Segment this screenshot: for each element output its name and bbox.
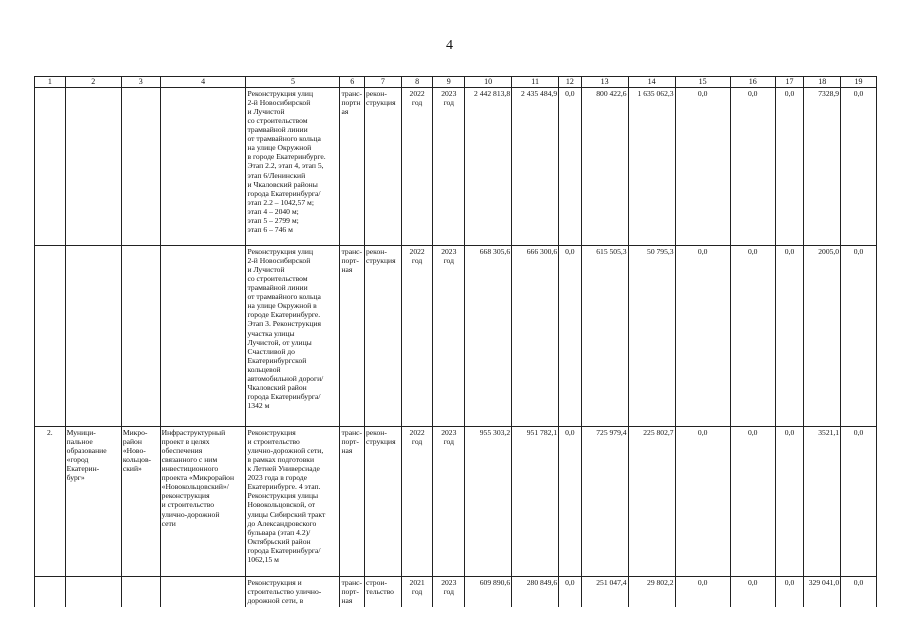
table-cell-col-17: 0,0 — [775, 426, 804, 576]
table-row — [35, 576, 877, 607]
table-row — [35, 245, 877, 426]
column-header-16: 16 — [730, 77, 775, 88]
table-cell-col-6: транс- порт- ная — [340, 245, 365, 426]
table-cell-col-3: Микро- район «Ново- кольцов- ский» — [121, 426, 160, 576]
table-cell-col-10: 955 303,2 — [465, 426, 512, 576]
table-cell-col-17: 0,0 — [775, 576, 804, 607]
table-cell-col-19: 0,0 — [841, 576, 877, 607]
table-cell-col-13: 725 979,4 — [581, 426, 628, 576]
table-cell-col-19: 0,0 — [841, 245, 877, 426]
table-cell-col-8: 2022 год — [401, 245, 433, 426]
table-cell-col-2 — [65, 87, 121, 245]
table-cell-col-5: Реконструкция и строительство улично- дорожной сети, в — [246, 576, 340, 607]
table-cell-col-16: 0,0 — [730, 426, 775, 576]
table-cell-col-14: 50 795,3 — [628, 245, 675, 426]
table-cell-col-8: 2021 год — [401, 576, 433, 607]
table-cell-col-13: 800 422,6 — [581, 87, 628, 245]
table-cell-col-3 — [121, 87, 160, 245]
table-cell-col-15: 0,0 — [675, 426, 730, 576]
table-cell-col-4 — [160, 576, 246, 607]
table-cell-col-4: Инфраструктурный проект в целях обеспечения связанного с ним инвестиционного проекта «Микрорайон «Новокольцовский»/ реконструкция и строительство улично-дорожной сети — [160, 426, 246, 576]
column-header-18: 18 — [804, 77, 841, 88]
table-cell-col-9: 2023 год — [433, 426, 465, 576]
table-cell-col-3 — [121, 245, 160, 426]
table-cell-col-3 — [121, 576, 160, 607]
column-header-3: 3 — [121, 77, 160, 88]
budget-table — [34, 76, 877, 607]
column-header-9: 9 — [433, 77, 465, 88]
table-cell-col-5: Реконструкция улиц 2-й Новосибирской и Лучистой со строительством трамвайной линии от трамвайного кольца на улице Окружной в городе Екатеринбурге. Этап 3. Реконструкция участка улицы Лучистой, от улицы Счастливой до Екатеринбургской кольцевой автомобильной дороги/ Чкаловский район города Екатеринбурга/ 1342 м — [246, 245, 340, 426]
table-cell-col-9: 2023 год — [433, 245, 465, 426]
table-cell-col-18: 329 041,0 — [804, 576, 841, 607]
table-cell-col-4 — [160, 245, 246, 426]
table-cell-col-15: 0,0 — [675, 87, 730, 245]
table-cell-col-6: транс- портная — [340, 87, 365, 245]
table-cell-col-1 — [35, 245, 66, 426]
table-cell-col-18: 2005,0 — [804, 245, 841, 426]
column-header-2: 2 — [65, 77, 121, 88]
table-cell-col-10: 2 442 813,8 — [465, 87, 512, 245]
table-cell-col-12: 0,0 — [559, 87, 581, 245]
table-cell-col-1 — [35, 87, 66, 245]
table-cell-col-8: 2022 год — [401, 426, 433, 576]
table-cell-col-11: 666 300,6 — [512, 245, 559, 426]
table-cell-col-1 — [35, 576, 66, 607]
column-header-15: 15 — [675, 77, 730, 88]
column-header-13: 13 — [581, 77, 628, 88]
table-cell-col-17: 0,0 — [775, 245, 804, 426]
table-cell-col-19: 0,0 — [841, 426, 877, 576]
column-header-1: 1 — [35, 77, 66, 88]
column-header-7: 7 — [365, 77, 402, 88]
table-cell-col-15: 0,0 — [675, 245, 730, 426]
table-cell-col-7: строи- тельство — [365, 576, 402, 607]
table-cell-col-12: 0,0 — [559, 245, 581, 426]
table-cell-col-18: 7328,9 — [804, 87, 841, 245]
table-cell-col-6: транс- порт- ная — [340, 426, 365, 576]
table-cell-col-15: 0,0 — [675, 576, 730, 607]
table-cell-col-2 — [65, 576, 121, 607]
table-cell-col-19: 0,0 — [841, 87, 877, 245]
table-cell-col-7: рекон- струкция — [365, 87, 402, 245]
table-cell-col-7: рекон- струкция — [365, 426, 402, 576]
column-header-8: 8 — [401, 77, 433, 88]
table-cell-col-8: 2022 год — [401, 87, 433, 245]
table-cell-col-5: Реконструкция улиц 2-й Новосибирской и Лучистой со строительством трамвайной линии от трамвайного кольца на улице Окружной в городе Екатеринбурге. Этап 2.2, этап 4, этап 5, этап 6/Ленинский и Чкаловский районы города Екатеринбурга/ этап 2.2 – 1042,57 м; этап 4 – 2040 м; этап 5 – 2799 м; этап 6 – 746 м — [246, 87, 340, 245]
table-cell-col-9: 2023 год — [433, 87, 465, 245]
table-cell-col-14: 225 802,7 — [628, 426, 675, 576]
table-cell-col-12: 0,0 — [559, 426, 581, 576]
table-cell-col-5: Реконструкция и строительство улично-дорожной сети, в рамках подготовки к Летней Универсиаде 2023 года в городе Екатеринбурге. 4 этап. Реконструкция улицы Новокольцовской, от улицы Сибирский тракт до Александровского бульвара (этап 4.2)/ Октябрьский район города Екатеринбурга/ 1062,15 м — [246, 426, 340, 576]
table-row — [35, 87, 877, 245]
column-header-14: 14 — [628, 77, 675, 88]
column-header-10: 10 — [465, 77, 512, 88]
column-header-19: 19 — [841, 77, 877, 88]
table-cell-col-4 — [160, 87, 246, 245]
table-cell-col-16: 0,0 — [730, 245, 775, 426]
column-header-6: 6 — [340, 77, 365, 88]
table-cell-col-13: 251 047,4 — [581, 576, 628, 607]
column-header-4: 4 — [160, 77, 246, 88]
table-cell-col-18: 3521,1 — [804, 426, 841, 576]
table-cell-col-10: 609 890,6 — [465, 576, 512, 607]
table-cell-col-14: 1 635 062,3 — [628, 87, 675, 245]
table-cell-col-11: 280 849,6 — [512, 576, 559, 607]
table-cell-col-13: 615 505,3 — [581, 245, 628, 426]
table-row — [35, 426, 877, 576]
table-cell-col-10: 668 305,6 — [465, 245, 512, 426]
header-row — [35, 77, 877, 88]
page-number: 4 — [446, 38, 453, 53]
table-cell-col-11: 951 782,1 — [512, 426, 559, 576]
column-header-11: 11 — [512, 77, 559, 88]
column-header-12: 12 — [559, 77, 581, 88]
table-cell-col-2 — [65, 245, 121, 426]
table-cell-col-6: транс- порт- ная — [340, 576, 365, 607]
table-cell-col-1: 2. — [35, 426, 66, 576]
table-cell-col-16: 0,0 — [730, 87, 775, 245]
table-cell-col-7: рекон- струкция — [365, 245, 402, 426]
table-cell-col-14: 29 802,2 — [628, 576, 675, 607]
column-header-17: 17 — [775, 77, 804, 88]
table-cell-col-16: 0,0 — [730, 576, 775, 607]
table-cell-col-12: 0,0 — [559, 576, 581, 607]
table-cell-col-9: 2023 год — [433, 576, 465, 607]
table-cell-col-11: 2 435 484,9 — [512, 87, 559, 245]
table-cell-col-17: 0,0 — [775, 87, 804, 245]
table-cell-col-2: Муници- пальное образование «город Екатерин- бург» — [65, 426, 121, 576]
column-header-5: 5 — [246, 77, 340, 88]
